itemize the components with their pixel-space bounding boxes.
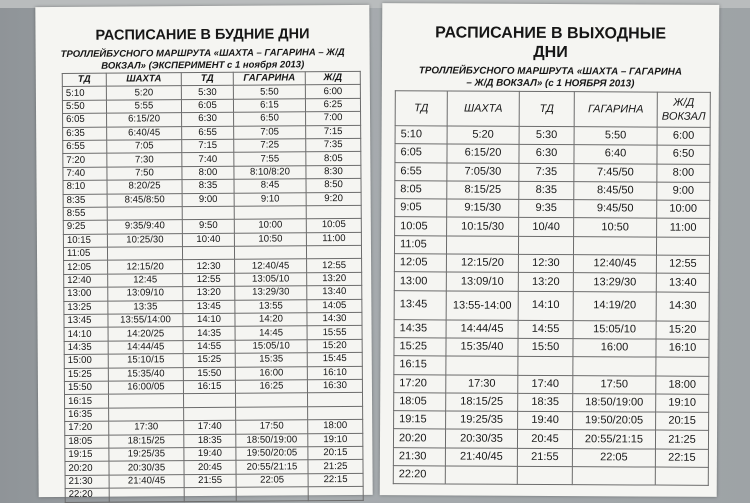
table-cell: 14:44/45 [446,320,518,339]
table-cell: 6:55 [63,140,107,154]
table-cell: 7:05 [107,140,182,154]
table-row [395,144,710,164]
table-cell [109,407,184,421]
table-cell: 12:40/45 [573,255,656,274]
table-cell: 15:00 [64,354,108,368]
table-cell: 7:05 [234,125,306,139]
weekend-subtitle-line2: – Ж/Д ВОКЗАЛ» (с 1 НОЯБРЯ 2013) [466,77,635,90]
table-cell: 7:55 [234,152,306,166]
table-cell: 15:10/15 [108,354,183,368]
table-cell: 20:20 [393,429,445,448]
table-cell: 22:20 [393,466,445,485]
table-cell: 5:50 [574,127,657,146]
table-cell: 13:25 [64,301,108,315]
table-cell [655,467,708,486]
table-cell: 15:35/40 [446,338,518,357]
table-cell: 13:40 [656,273,709,292]
table-cell [573,357,656,376]
table-cell: 7:15 [306,125,361,139]
table-cell: 6:40/45 [107,126,182,140]
table-cell: 9:45/50 [574,200,657,219]
table-cell: 19:25/35 [446,411,518,430]
table-cell: 16:00 [235,366,307,380]
table-cell: 17:50 [236,420,308,434]
table-cell: 14:35 [394,319,446,338]
table-cell: 6:00 [305,85,360,99]
table-cell: 22:20 [65,488,109,502]
table-cell: 18:05 [394,393,446,412]
table-cell: 5:55 [106,99,181,113]
table-cell: 16:15 [394,356,446,375]
table-cell: 10:00 [234,219,306,233]
table-cell: 7:45/50 [574,163,657,182]
table-cell: 9:20 [306,192,361,206]
table-cell: 8:00 [657,164,710,183]
weekend-column-header: ТД [395,91,447,126]
weekend-subtitle-line1: ТРОЛЛЕЙБУСНОГО МАРШРУТА «ШАХТА – ГАГАРИНА [418,65,683,78]
table-cell: 7:35 [519,163,574,182]
table-cell: 6:30 [182,112,234,126]
table-cell: 17:30 [446,375,518,394]
table-cell: 9:10 [234,192,306,206]
table-cell [517,466,572,485]
weekend-column-header: Ж/Д ВОКЗАЛ [657,92,710,127]
table-cell: 6:05 [181,99,233,113]
table-cell: 10:50 [574,218,657,237]
table-cell: 7:40 [182,153,234,167]
table-cell: 15:35/40 [108,367,183,381]
weekday-subtitle-line1: ТРОЛЛЕЙБУСНОГО МАРШРУТА «ШАХТА – ГАГАРИНА – Ж/Д [60,47,345,60]
table-cell: 5:10 [395,126,447,145]
table-cell: 14:44/45 [108,340,183,354]
table-cell: 6:05 [63,113,107,127]
table-cell: 7:50 [107,166,182,180]
table-cell: 6:55 [182,126,234,140]
table-cell: 17:40 [184,420,236,434]
weekend-schedule-sheet [380,3,720,497]
table-cell: 12:05 [64,261,108,275]
table-cell: 21:55 [517,448,572,467]
table-cell: 20:15 [656,412,709,431]
table-cell: 8:45/50 [574,182,657,201]
table-cell: 19:25/35 [109,448,184,462]
table-cell [107,247,182,261]
table-cell: 10:25/30 [107,233,182,247]
table-row [393,429,708,449]
table-cell: 19:10 [308,433,363,447]
table-cell: 8:15/25 [447,181,519,200]
table-cell: 12:30 [183,260,235,274]
table-cell [572,467,655,486]
table-cell: 10:50 [234,232,306,246]
table-cell: 13:45 [64,314,108,328]
table-row [395,181,710,201]
table-cell: 20:55/21:15 [236,460,308,474]
table-cell: 13:35 [108,300,183,314]
weekday-subtitle [46,47,360,73]
table-cell: 5:50 [233,85,305,99]
table-cell: 20:15 [308,446,363,460]
weekday-column-header: ГАГАРИНА [233,72,305,86]
table-cell: 20:30/35 [109,461,184,475]
table-cell: 21:25 [308,460,363,474]
table-cell: 13:09/10 [446,272,518,291]
table-cell: 14:55 [518,320,573,339]
table-cell: 5:10 [62,87,106,101]
weekday-schedule-sheet [35,5,372,501]
table-cell: 6:55 [395,162,447,181]
table-cell: 6:30 [519,145,574,164]
table-row [394,338,709,358]
table-cell [235,393,307,407]
table-cell: 19:50/20:05 [236,447,308,461]
table-cell: 14:35 [64,341,108,355]
table-cell: 18:50/19:00 [236,433,308,447]
table-cell: 21:30 [393,447,445,466]
table-cell: 8:00 [182,166,234,180]
table-cell: 10:05 [395,217,447,236]
table-cell: 9:15/30 [447,199,519,218]
table-cell: 11:00 [306,232,361,246]
table-cell: 6:15 [233,99,305,113]
table-cell: 12:55 [656,255,709,274]
table-cell: 15:45 [307,353,362,367]
table-cell: 12:05 [394,254,446,273]
table-cell: 13:45 [183,300,235,314]
weekend-timetable [393,90,711,486]
table-cell: 18:35 [518,393,573,412]
weekday-timetable [62,71,364,503]
table-cell: 22:05 [236,473,308,487]
table-cell: 15:55 [307,326,362,340]
table-cell: 16:30 [307,379,362,393]
table-cell: 20:20 [65,461,109,475]
table-cell: 13:29/30 [573,273,656,292]
table-cell: 12:55 [183,273,235,287]
table-cell: 7:05/30 [447,163,519,182]
table-cell: 13:20 [307,272,362,286]
table-cell: 5:50 [62,100,106,114]
table-cell: 16:35 [65,408,109,422]
table-cell: 8:45 [234,179,306,193]
table-cell: 13:45 [394,290,446,319]
table-cell: 20:45 [184,461,236,475]
table-cell: 7:30 [107,153,182,167]
table-cell [445,466,517,485]
table-cell: 10:15/30 [447,217,519,236]
table-cell: 13:55-14:00 [446,291,518,320]
table-cell: 11:05 [394,235,446,254]
table-cell: 8:50 [306,179,361,193]
table-cell [446,356,518,375]
table-cell [236,407,308,421]
table-cell: 13:40 [307,286,362,300]
table-cell: 21:55 [184,474,236,488]
table-cell: 11:05 [63,247,107,261]
table-cell: 14:10 [64,328,108,342]
table-cell: 14:10 [518,291,573,320]
table-cell: 8:55 [63,207,107,221]
table-cell: 8:10/8:20 [234,166,306,180]
table-cell: 8:30 [306,165,361,179]
table-cell: 13:05/10 [235,273,307,287]
table-row [395,199,710,219]
table-cell [182,206,234,220]
table-cell [656,237,709,256]
table-cell: 14:45 [235,326,307,340]
weekend-title-line2: ДНИ [533,43,568,62]
table-cell: 19:50/20:05 [573,412,656,431]
table-cell: 13:09/10 [108,287,183,301]
table-cell: 15:50 [183,367,235,381]
table-cell: 16:15 [183,380,235,394]
table-cell: 14:05 [307,299,362,313]
table-cell: 16:10 [307,366,362,380]
table-cell [306,245,361,259]
table-cell: 11:00 [657,219,710,238]
table-cell: 9:05 [395,199,447,218]
table-cell: 17:40 [518,375,573,394]
table-cell: 12:40 [64,274,108,288]
table-cell: 16:15 [65,395,109,409]
table-cell: 19:15 [65,448,109,462]
table-cell: 15:35 [235,353,307,367]
table-cell: 12:30 [518,254,573,273]
table-cell: 12:15/20 [108,260,183,274]
table-cell: 15:05/10 [573,320,656,339]
table-cell: 13:55 [235,299,307,313]
table-cell: 14:30 [656,292,709,321]
table-cell: 15:25 [394,338,446,357]
weekend-title [382,3,719,63]
table-cell: 17:50 [573,375,656,394]
table-cell: 20:30/35 [445,429,517,448]
table-cell: 12:15/20 [446,254,518,273]
table-row [394,356,709,376]
table-cell: 6:50 [657,145,710,164]
table-cell: 13:55/14:00 [108,314,183,328]
table-cell: 15:25 [183,353,235,367]
table-cell: 10:40 [182,233,234,247]
weekend-header-row [395,91,710,128]
table-cell: 18:35 [184,434,236,448]
table-cell: 18:05 [65,435,109,449]
table-cell: 8:10 [63,180,107,194]
table-cell: 7:20 [63,154,107,168]
table-cell [183,394,235,408]
table-cell: 6:15/20 [107,113,182,127]
table-cell: 14:35 [183,327,235,341]
table-row [394,374,709,394]
weekday-column-header: ШАХТА [106,73,181,87]
table-cell: 10:15 [63,234,107,248]
table-cell: 13:00 [394,272,446,291]
table-row [394,254,709,274]
table-cell [107,207,182,221]
table-cell: 17:30 [109,421,184,435]
table-cell: 20:55/21:15 [572,430,655,449]
table-cell: 6:50 [234,112,306,126]
table-cell: 18:00 [656,376,709,395]
table-cell [234,206,306,220]
table-cell: 18:15/25 [109,434,184,448]
table-cell: 8:45/8:50 [107,193,182,207]
table-cell: 15:25 [64,368,108,382]
table-cell: 6:00 [657,127,710,146]
table-cell: 14:20 [235,313,307,327]
table-cell: 10:05 [306,219,361,233]
table-cell: 21:40/45 [109,474,184,488]
table-cell: 13:00 [64,287,108,301]
table-cell [184,487,236,501]
table-cell: 7:35 [306,138,361,152]
table-cell: 16:00 [573,339,656,358]
table-cell [182,246,234,260]
table-cell: 16:00/05 [108,381,183,395]
table-cell: 6:05 [395,144,447,163]
table-cell: 14:19/20 [573,291,656,320]
table-cell: 6:25 [305,98,360,112]
table-row [394,411,709,431]
table-cell: 10/40 [519,218,574,237]
table-cell: 19:40 [184,447,236,461]
table-cell: 15:50 [518,338,573,357]
table-row [395,126,710,146]
table-cell: 21:30 [65,475,109,489]
table-cell: 10:00 [657,200,710,219]
weekday-column-header: ТД [181,72,233,86]
table-cell: 19:40 [518,411,573,430]
table-cell: 8:35 [182,179,234,193]
weekday-column-header: ТД [62,73,106,87]
table-cell: 9:35 [519,200,574,219]
table-cell [306,205,361,219]
table-cell: 6:15/20 [447,144,519,163]
table-cell: 14:30 [307,312,362,326]
table-cell [308,487,363,501]
table-cell: 14:20/25 [108,327,183,341]
table-cell: 16:10 [656,339,709,358]
weekend-column-header: ГАГАРИНА [574,92,657,127]
table-cell: 8:05 [306,152,361,166]
table-cell: 15:20 [307,339,362,353]
table-cell: 6:35 [63,127,107,141]
table-cell: 18:50/19:00 [573,393,656,412]
table-cell [184,407,236,421]
table-cell [307,393,362,407]
table-cell: 8:05 [395,181,447,200]
table-row [394,272,709,292]
table-row [393,447,708,467]
weekday-title: РАСПИСАНИЕ В БУДНИЕ ДНИ [95,26,310,44]
table-cell [573,236,656,255]
table-cell: 9:35/9:40 [107,220,182,234]
weekday-column-header: Ж/Д [305,71,360,85]
table-cell [518,236,573,255]
table-cell [236,487,308,501]
table-cell: 8:35 [63,194,107,208]
table-cell [108,394,183,408]
table-cell [656,357,709,376]
table-cell: 13:20 [183,287,235,301]
table-cell [234,246,306,260]
table-row [395,162,710,182]
table-cell: 8:20/25 [107,180,182,194]
table-row [394,290,709,321]
table-cell: 5:30 [181,86,233,100]
table-cell: 18:15/25 [446,393,518,412]
table-cell: 7:40 [63,167,107,181]
table-row [394,319,709,339]
table-cell [446,236,518,255]
table-cell: 5:20 [106,86,181,100]
table-cell: 14:55 [183,340,235,354]
table-cell: 6:40 [574,145,657,164]
table-cell: 19:10 [656,394,709,413]
weekend-column-header: ТД [519,91,574,126]
table-cell: 22:15 [655,449,708,468]
table-cell: 7:15 [182,139,234,153]
weekday-subtitle-line2: ВОКЗАЛ» (ЭКСПЕРИМЕНТ с 1 ноября 2013) [101,59,305,72]
table-cell: 15:20 [656,321,709,340]
table-cell: 7:00 [306,112,361,126]
table-cell: 12:55 [307,259,362,273]
table-cell: 13:20 [518,273,573,292]
table-cell: 20:45 [517,430,572,449]
table-cell: 22:05 [572,448,655,467]
table-cell: 7:25 [234,139,306,153]
table-row [394,235,709,255]
table-cell: 13:29/30 [235,286,307,300]
table-cell: 15:05/10 [235,340,307,354]
table-cell: 9:25 [63,220,107,234]
table-cell: 9:50 [182,220,234,234]
table-cell: 12:40/45 [235,259,307,273]
table-cell: 21:25 [655,431,708,450]
table-cell [518,357,573,376]
table-cell: 21:40/45 [445,448,517,467]
table-cell: 15:50 [64,381,108,395]
table-cell: 19:15 [394,411,446,430]
weekend-column-header: ШАХТА [447,91,519,126]
table-cell: 9:00 [182,193,234,207]
table-cell: 17:20 [65,421,109,435]
table-cell: 5:20 [447,126,519,145]
table-cell: 8:35 [519,181,574,200]
table-cell: 14:10 [183,313,235,327]
weekend-subtitle [392,65,709,91]
table-cell: 16:25 [235,380,307,394]
table-cell: 17:20 [394,374,446,393]
table-cell [308,406,363,420]
weekend-title-line1: РАСПИСАНИЕ В ВЫХОДНЫЕ [435,24,667,43]
table-cell: 22:15 [308,473,363,487]
table-cell: 5:30 [519,126,574,145]
table-row [395,217,710,237]
table-cell: 12:45 [108,274,183,288]
table-cell: 18:00 [308,420,363,434]
table-cell: 9:00 [657,182,710,201]
table-row [393,466,708,486]
table-row [394,393,709,413]
